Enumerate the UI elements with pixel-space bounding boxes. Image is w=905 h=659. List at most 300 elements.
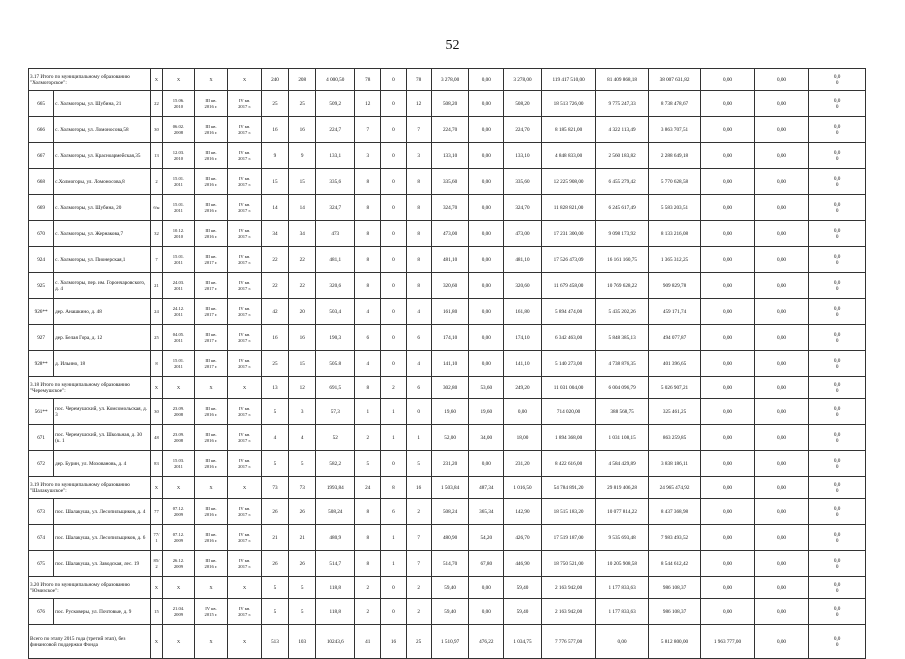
table-cell: 8 (355, 551, 381, 577)
table-cell: 34 (289, 221, 316, 247)
table-cell: X (194, 477, 228, 499)
table-cell: 15 (261, 169, 288, 195)
table-cell: 0,00 (701, 169, 754, 195)
table-cell: 4 000,50 (316, 69, 355, 91)
table-row (29, 325, 866, 351)
table-cell: 2 (406, 577, 431, 599)
table-cell: III кв. 2016 г. (194, 399, 228, 425)
table-cell: 25 (406, 625, 431, 659)
table-cell: 141,10 (431, 351, 469, 377)
table-cell: 24.03. 2011 (163, 273, 194, 299)
table-cell: 487,34 (469, 477, 504, 499)
table-cell: 0,00 (701, 247, 754, 273)
table-cell: 0,00 (701, 599, 754, 625)
table-cell: 494 077,87 (648, 325, 700, 351)
table-cell: 16 (289, 117, 316, 143)
table-row (29, 117, 866, 143)
table-cell: 26 (289, 499, 316, 525)
table-cell: 15.01. 2011 (163, 247, 194, 273)
table-cell: III кв. 2016 г. (194, 169, 228, 195)
table-cell: 1 (381, 425, 406, 451)
table-cell: IV кв. 2017 г. (228, 247, 262, 273)
table-cell: 4 (355, 351, 381, 377)
table-cell: 4 584 429,89 (596, 451, 648, 477)
table-cell: 161,80 (504, 299, 542, 325)
table-cell: 335,60 (431, 169, 469, 195)
table-cell: 0,00 (701, 299, 754, 325)
table-cell: 514,70 (431, 551, 469, 577)
table-cell: 5 140 273,00 (541, 351, 596, 377)
table-cell: 8 544 612,42 (648, 551, 700, 577)
table-cell: 224,70 (431, 117, 469, 143)
table-cell: 52 (316, 425, 355, 451)
table-cell: 11 031 004,00 (541, 377, 596, 399)
table-cell: 0,00 (701, 551, 754, 577)
table-cell: 1 510,97 (431, 625, 469, 659)
table-cell: 24 965 474,92 (648, 477, 700, 499)
table-cell: 18 515 183,20 (541, 499, 596, 525)
table-cell: 32 (150, 221, 163, 247)
table-cell: 15 (289, 169, 316, 195)
table-cell: 8 185 821,00 (541, 117, 596, 143)
table-cell: 24 (355, 477, 381, 499)
table-cell: 459 171,74 (648, 299, 700, 325)
group-label-cell: 3.20 Итого по муниципальному образованию "Юмизское": (29, 577, 151, 599)
table-cell: 20 (289, 299, 316, 325)
table-row (29, 91, 866, 117)
table-cell: 26 (289, 551, 316, 577)
table-cell: 0,00 (754, 247, 809, 273)
table-cell: X (194, 69, 228, 91)
table-cell: 16 (406, 477, 431, 499)
table-cell: III кв. 2016 г. (194, 451, 228, 477)
table-cell: 986 108,37 (648, 599, 700, 625)
table-cell: 59,40 (431, 599, 469, 625)
table-cell: 0 (381, 299, 406, 325)
table-cell: 5 583 203,51 (648, 195, 700, 221)
table-cell: IV кв. 2017 г. (228, 451, 262, 477)
table-cell: 4 738 876,35 (596, 351, 648, 377)
table-cell: 11 828 821,00 (541, 195, 596, 221)
table-cell: 0,00 (504, 399, 542, 425)
table-cell: 12.03. 2010 (163, 143, 194, 169)
table-cell: 34,00 (469, 425, 504, 451)
table-cell: 21 (150, 273, 163, 299)
house-number-cell: 926** (29, 299, 54, 325)
table-cell: 174,10 (431, 325, 469, 351)
table-cell: 10 769 628,22 (596, 273, 648, 299)
table-cell: 0 (381, 351, 406, 377)
table-cell: 8 (355, 525, 381, 551)
table-cell: IV кв. 2017 г. (228, 273, 262, 299)
table-cell: 12 (406, 91, 431, 117)
table-cell: 12 (289, 377, 316, 399)
table-cell: 8 (355, 377, 381, 399)
table-cell: IV кв. 2017 г. (228, 169, 262, 195)
table-cell: 3 863 707,51 (648, 117, 700, 143)
table-cell: III кв. 2017 г. (194, 299, 228, 325)
table-cell: 473,00 (504, 221, 542, 247)
table-cell: 0,00 (701, 69, 754, 91)
table-cell: 0,0 0 (809, 69, 866, 91)
table-cell: 11 679 458,00 (541, 273, 596, 299)
table-cell: X (163, 625, 194, 659)
table-cell: 8 (150, 351, 163, 377)
table-cell: 81 409 868,18 (596, 69, 648, 91)
table-cell: 426,70 (504, 525, 542, 551)
table-cell: 0,00 (596, 625, 648, 659)
table-cell: 5 770 628,58 (648, 169, 700, 195)
table-cell: 5 (261, 577, 288, 599)
table-cell: 508,24 (316, 499, 355, 525)
table-cell: 1 (381, 399, 406, 425)
table-cell: 0 (381, 273, 406, 299)
table-cell: 38 007 631,82 (648, 69, 700, 91)
table-cell: 224,70 (504, 117, 542, 143)
table-row (29, 273, 866, 299)
table-cell: X (194, 377, 228, 399)
table-cell: 401 396,65 (648, 351, 700, 377)
group-subtotal-row (29, 477, 866, 499)
table-cell: 141,10 (504, 351, 542, 377)
address-cell: дер. Бурин, ул. Моховановь, д. 4 (54, 451, 151, 477)
table-cell: 5 435 202,26 (596, 299, 648, 325)
table-row (29, 143, 866, 169)
registry-body (29, 69, 866, 659)
address-cell: с. Холмогоры, ул. Ломоносова,58 (54, 117, 151, 143)
table-cell: 320,60 (504, 273, 542, 299)
table-cell: 5 026 907,21 (648, 377, 700, 399)
table-row (29, 299, 866, 325)
table-cell: 6 455 279,42 (596, 169, 648, 195)
house-number-cell: 924 (29, 247, 54, 273)
table-cell: 1 963 777,00 (701, 625, 754, 659)
address-cell: с. Холмогоры, ул. Красноармейская,35 (54, 143, 151, 169)
table-cell: 1 177 833,63 (596, 599, 648, 625)
table-cell: 5 848 385,13 (596, 325, 648, 351)
table-cell: 481,1 (316, 247, 355, 273)
table-row (29, 551, 866, 577)
table-cell: 26 (261, 499, 288, 525)
table-cell: 0,00 (754, 143, 809, 169)
house-number-cell: 675 (29, 551, 54, 577)
table-cell: 23.09. 2008 (163, 425, 194, 451)
table-cell: 365,34 (469, 499, 504, 525)
table-cell: 18 513 726,00 (541, 91, 596, 117)
table-cell: 0,00 (754, 451, 809, 477)
table-cell: 15.03. 2011 (163, 451, 194, 477)
table-cell: 34 (261, 221, 288, 247)
table-cell: X (194, 577, 228, 599)
table-cell: 16 (381, 625, 406, 659)
table-cell: 0,00 (701, 143, 754, 169)
table-cell: 07.12. 2009 (163, 525, 194, 551)
address-cell: пос. Черемушский, ул. Школьная, д. 30 (к. 1 (54, 425, 151, 451)
address-cell: с. Холмогоры, ул. Шубина, 20 (54, 195, 151, 221)
house-number-cell: 672 (29, 451, 54, 477)
table-cell: X (228, 577, 262, 599)
table-cell: 16 (289, 325, 316, 351)
table-cell: X (150, 625, 163, 659)
table-cell: 863 259,85 (648, 425, 700, 451)
table-cell: X (228, 377, 262, 399)
table-cell: 480,9 (316, 525, 355, 551)
table-cell: 480,90 (431, 525, 469, 551)
address-cell: с. Холмогоры, ул. Жернакова,7 (54, 221, 151, 247)
table-cell: 59,40 (431, 577, 469, 599)
table-cell: 8 133 216,08 (648, 221, 700, 247)
table-cell: 78 (406, 69, 431, 91)
table-cell: 481,10 (431, 247, 469, 273)
table-cell: 22 (289, 273, 316, 299)
table-cell: 8 (406, 169, 431, 195)
table-cell: 0,0 0 (809, 477, 866, 499)
table-cell: 0,00 (754, 399, 809, 425)
house-number-cell: 561** (29, 399, 54, 425)
table-cell: 16 (261, 117, 288, 143)
table-cell: 4 (406, 299, 431, 325)
table-cell: 25 (289, 91, 316, 117)
table-cell: 1 365 312,25 (648, 247, 700, 273)
table-cell: 231,20 (504, 451, 542, 477)
table-cell: 14 (261, 195, 288, 221)
house-number-cell: 669 (29, 195, 54, 221)
table-cell: 0,0 0 (809, 169, 866, 195)
table-cell: 53,60 (469, 377, 504, 399)
address-cell: пос. Шалакуша, ул. Лесопильщиков, д. 6 (54, 525, 151, 551)
table-cell: 0,00 (754, 169, 809, 195)
table-cell: 0,00 (701, 195, 754, 221)
table-cell: 85/ 2 (150, 551, 163, 577)
table-cell: 0,0 0 (809, 351, 866, 377)
table-cell: 17 231 300,00 (541, 221, 596, 247)
table-cell: 249,20 (504, 377, 542, 399)
table-cell: 25 (261, 351, 288, 377)
table-cell: 0,00 (754, 499, 809, 525)
table-cell: 0,00 (701, 577, 754, 599)
registry-table (28, 68, 866, 659)
table-cell: 103 (289, 625, 316, 659)
table-cell: IV кв. 2017 г. (228, 499, 262, 525)
table-cell: III кв. 2016 г. (194, 425, 228, 451)
table-cell: 118,8 (316, 577, 355, 599)
table-cell: 21 (261, 525, 288, 551)
table-cell: 17 519 187,00 (541, 525, 596, 551)
table-cell: 5 (289, 451, 316, 477)
table-cell: 78 (355, 69, 381, 91)
table-cell: 0 (381, 221, 406, 247)
table-cell: 0,00 (701, 351, 754, 377)
table-cell: 26.12. 2009 (163, 551, 194, 577)
table-cell: 59,40 (504, 577, 542, 599)
table-cell: 0 (381, 117, 406, 143)
group-label-cell: 3.18 Итого по муниципальному образованию "Черемушское": (29, 377, 151, 399)
table-cell: 1 (381, 551, 406, 577)
table-cell: 0,00 (754, 273, 809, 299)
table-cell: 2 560 183,82 (596, 143, 648, 169)
table-row (29, 195, 866, 221)
house-number-cell: 667 (29, 143, 54, 169)
table-cell: 0,00 (754, 351, 809, 377)
table-cell: 06.02. 2008 (163, 117, 194, 143)
table-cell: 04.05. 2011 (163, 325, 194, 351)
table-cell: 0,00 (754, 221, 809, 247)
table-cell: 0,00 (754, 625, 809, 659)
table-cell: 0,0 0 (809, 247, 866, 273)
table-cell: 67,80 (469, 551, 504, 577)
table-cell: 0,0 0 (809, 325, 866, 351)
table-cell: 3 (289, 399, 316, 425)
table-cell: 54 784 891,20 (541, 477, 596, 499)
table-cell: III кв. 2017 г. (194, 351, 228, 377)
table-cell: 57,3 (316, 399, 355, 425)
table-cell: 8 437 368,98 (648, 499, 700, 525)
table-cell: III кв. 2016 г. (194, 143, 228, 169)
table-row (29, 351, 866, 377)
table-cell: 21.04. 2009 (163, 599, 194, 625)
table-row (29, 451, 866, 477)
table-cell: IV кв. 2017 г. (228, 143, 262, 169)
address-cell: пос. Шалакуша, ул. Лесопильщиков, д. 4 (54, 499, 151, 525)
table-cell: 714 020,00 (541, 399, 596, 425)
table-cell: 240 (261, 69, 288, 91)
table-cell: 15 (289, 351, 316, 377)
table-cell: 1 034,75 (504, 625, 542, 659)
table-cell: 0,00 (469, 247, 504, 273)
table-cell: IV кв. 2017 г. (228, 299, 262, 325)
table-cell: 8 (355, 247, 381, 273)
table-cell: 3 (406, 143, 431, 169)
table-cell: 508,20 (504, 91, 542, 117)
table-cell: 1 (406, 425, 431, 451)
table-cell: X (163, 577, 194, 599)
table-cell: 691,5 (316, 377, 355, 399)
table-cell: 0,0 0 (809, 499, 866, 525)
table-cell: 324,7 (316, 195, 355, 221)
address-cell: пос. Черемушский, ул. Комсомольская, д. 3 (54, 399, 151, 425)
table-cell: 3 838 186,11 (648, 451, 700, 477)
table-cell: 0 (381, 325, 406, 351)
table-cell: 59,40 (504, 599, 542, 625)
table-cell: 0,0 0 (809, 117, 866, 143)
group-subtotal-row (29, 577, 866, 599)
table-cell: 7 (355, 117, 381, 143)
table-cell: 6 (406, 325, 431, 351)
table-cell: X (150, 377, 163, 399)
table-cell: 208 (289, 69, 316, 91)
table-cell: 0 (381, 91, 406, 117)
table-cell: 0,0 0 (809, 377, 866, 399)
table-cell: 0,0 0 (809, 195, 866, 221)
table-cell: 446,90 (504, 551, 542, 577)
table-cell: 0,0 0 (809, 399, 866, 425)
table-cell: 0,0 0 (809, 221, 866, 247)
table-cell: 4 (406, 351, 431, 377)
table-cell: 133,1 (316, 143, 355, 169)
table-cell: 1 031 108,15 (596, 425, 648, 451)
group-subtotal-row (29, 377, 866, 399)
table-cell: 7 (406, 117, 431, 143)
table-cell: 18 750 521,00 (541, 551, 596, 577)
table-cell: 0,00 (754, 91, 809, 117)
table-cell: III кв. 2016 г. (194, 551, 228, 577)
table-cell: 142,90 (504, 499, 542, 525)
table-cell: 0,00 (469, 273, 504, 299)
table-cell: 508,20 (431, 91, 469, 117)
table-cell: 190,3 (316, 325, 355, 351)
table-cell: 29 819 406,28 (596, 477, 648, 499)
table-cell: 0,00 (754, 377, 809, 399)
table-cell: 0,0 0 (809, 451, 866, 477)
table-cell: IV кв. 2017 г. (228, 599, 262, 625)
table-cell: 505.8 (316, 351, 355, 377)
table-cell: 0,0 0 (809, 143, 866, 169)
table-cell: 1 894 368,00 (541, 425, 596, 451)
table-cell: 0,0 0 (809, 577, 866, 599)
table-cell: 0,00 (701, 399, 754, 425)
table-cell: 0,00 (701, 525, 754, 551)
table-cell: 10243,6 (316, 625, 355, 659)
table-cell: IV кв. 2017 г. (228, 117, 262, 143)
table-cell: 0,0 0 (809, 91, 866, 117)
table-cell: 2 163 942,00 (541, 577, 596, 599)
table-cell: 15.01. 2011 (163, 169, 194, 195)
table-cell: 19,60 (469, 399, 504, 425)
table-cell: 16 161 160,75 (596, 247, 648, 273)
table-cell: 508,24 (431, 499, 469, 525)
table-cell: 0,0 0 (809, 551, 866, 577)
table-cell: 0 (381, 69, 406, 91)
table-cell: 0,00 (469, 299, 504, 325)
table-cell: 0,00 (469, 221, 504, 247)
table-cell: 77 (150, 499, 163, 525)
table-cell: 473,00 (431, 221, 469, 247)
table-cell: 22 (261, 247, 288, 273)
table-cell: 0,00 (754, 577, 809, 599)
table-cell: X (163, 69, 194, 91)
table-cell: 0,00 (469, 69, 504, 91)
table-row (29, 169, 866, 195)
table-cell: 2 (150, 169, 163, 195)
table-cell: 41 (355, 625, 381, 659)
table-cell: 0,00 (469, 143, 504, 169)
table-cell: 1 016,50 (504, 477, 542, 499)
house-number-cell: 671 (29, 425, 54, 451)
table-cell: 10 077 814,22 (596, 499, 648, 525)
table-cell: 8 (381, 477, 406, 499)
table-cell: 2 (381, 377, 406, 399)
table-cell: 174,10 (504, 325, 542, 351)
table-cell: 15 (150, 599, 163, 625)
table-cell: 16 (261, 325, 288, 351)
table-cell: 231,20 (431, 451, 469, 477)
table-cell: 6 342 463,00 (541, 325, 596, 351)
table-cell: 0,00 (469, 195, 504, 221)
table-cell: 17 526 473,09 (541, 247, 596, 273)
table-cell: 8 (406, 273, 431, 299)
table-cell: 0,00 (701, 425, 754, 451)
table-cell: 1 (355, 399, 381, 425)
table-cell: 0 (381, 247, 406, 273)
table-cell: 0,00 (469, 325, 504, 351)
table-cell: 6 (406, 377, 431, 399)
table-cell: 15.01. 2011 (163, 195, 194, 221)
house-number-cell: 674 (29, 525, 54, 551)
table-cell: 335,60 (504, 169, 542, 195)
table-cell: IV кв. 2017 г. (228, 195, 262, 221)
table-cell: X (163, 477, 194, 499)
table-cell: IV кв. 2017 г. (228, 525, 262, 551)
